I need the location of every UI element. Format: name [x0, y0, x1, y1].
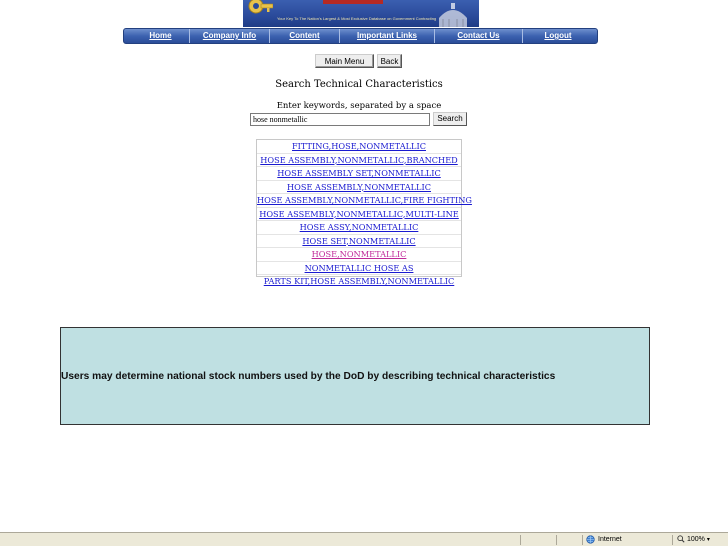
security-zone — [586, 535, 622, 544]
key-logo-icon — [247, 0, 273, 20]
result-item — [257, 221, 461, 235]
result-link[interactable]: HOSE ASSY,NONMETALLIC — [299, 222, 419, 232]
nav-company-info-link[interactable]: Company Info — [190, 29, 270, 43]
result-link[interactable]: HOSE ASSEMBLY SET,NONMETALLIC — [277, 168, 441, 178]
security-zone-label: Internet — [598, 536, 622, 543]
main-navigation-bar — [123, 28, 598, 44]
result-item — [257, 262, 461, 276]
chevron-down-icon[interactable]: ▾ — [706, 536, 710, 543]
caption-box — [60, 327, 650, 425]
nav-logout-link[interactable]: Logout — [544, 31, 572, 40]
back-button[interactable]: Back — [377, 54, 402, 68]
keyword-search-input[interactable]: hose nonmetallic — [250, 113, 430, 126]
result-item — [257, 167, 461, 181]
nav-home-link[interactable]: Home — [132, 29, 190, 43]
result-item — [257, 140, 461, 154]
result-item — [257, 154, 461, 168]
result-link[interactable]: HOSE SET,NONMETALLIC — [302, 235, 416, 246]
result-item — [257, 208, 461, 222]
result-item — [257, 194, 472, 208]
nav-contact-us-link[interactable]: Contact Us — [435, 29, 523, 43]
result-link[interactable]: HOSE ASSEMBLY,NONMETALLIC — [287, 181, 431, 192]
result-item — [257, 181, 461, 195]
result-link[interactable]: NONMETALLIC HOSE AS — [304, 262, 414, 273]
result-link[interactable]: PARTS KIT,HOSE ASSEMBLY,NONMETALLIC — [263, 276, 455, 286]
search-prompt: Enter keywords, separated by a space — [276, 101, 442, 111]
main-menu-button[interactable]: Main Menu — [315, 54, 374, 68]
result-item — [257, 248, 461, 262]
search-button[interactable]: Search — [433, 112, 467, 126]
zoom-level: 100% — [687, 535, 705, 543]
banner-red-bar — [323, 0, 383, 4]
result-item — [257, 235, 461, 249]
search-results-list — [256, 139, 472, 286]
globe-icon — [586, 535, 595, 544]
nav-content-link[interactable]: Content — [270, 29, 340, 43]
banner-tagline: Your Key To The Nation's Largest & Most Exclusive Database on Government Contracting — [277, 16, 437, 21]
capitol-dome-icon — [433, 0, 473, 27]
result-link[interactable]: HOSE ASSEMBLY,NONMETALLIC,FIRE FIGHTING — [257, 195, 472, 205]
result-link[interactable]: HOSE ASSEMBLY,NONMETALLIC,MULTI-LINE — [259, 208, 459, 219]
result-link[interactable]: FITTING,HOSE,NONMETALLIC — [292, 141, 426, 151]
zoom-control[interactable] — [677, 535, 710, 543]
caption-text: Users may determine national stock numbers used by the DoD by describing technical characteristics — [61, 370, 556, 382]
result-link[interactable]: HOSE ASSEMBLY,NONMETALLIC,BRANCHED — [260, 154, 458, 165]
magnifier-icon — [677, 535, 685, 543]
page-title: Search Technical Characteristics — [275, 79, 443, 90]
site-banner — [243, 0, 479, 27]
result-item — [257, 275, 461, 288]
result-link-visited[interactable]: HOSE,NONMETALLIC — [311, 249, 407, 259]
browser-status-bar — [0, 532, 728, 546]
nav-important-links-link[interactable]: Important Links — [340, 29, 435, 43]
